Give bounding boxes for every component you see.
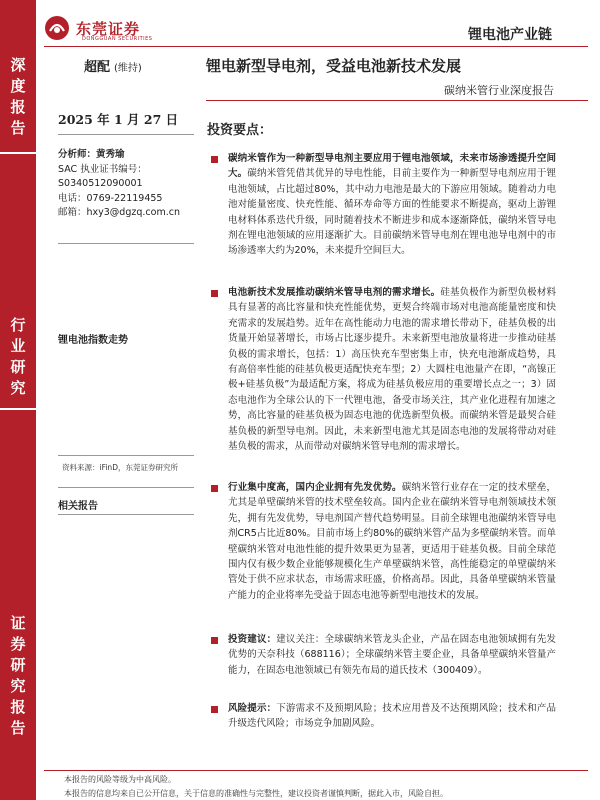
- band-character: 告: [10, 719, 26, 737]
- point-body: 碳纳米管行业存在一定的技术壁垒，尤其是单壁碳纳米管的技术壁垒较高。国内企业在碳纳米管导电剂领域技术领先，拥有先发优势，导电剂国产替代趋势明显。目前全球锂电池碳纳米管导电剂CR5占比近80%。目前市场上约80%的碳纳米管产品为多壁碳纳米管。而单壁碳纳米管对电池性能的提升效果更为显著，更适用于硅基负极。目前全球范围内仅有极少数企业能够规模化生产单壁碳纳米管，高性能稳定的单壁碳纳米管处于供不应求状态，市场需求旺盛，价格高昂。因此，具备单壁碳纳米管量产能力的企业将率先受益于固态电池等新型电池技术的发展。: [228, 482, 556, 601]
- rating: [84, 56, 142, 75]
- analyst-info: [58, 148, 208, 221]
- band-label-industry-research: [0, 316, 36, 400]
- rating-note: (维持): [114, 63, 142, 74]
- bullet-icon: [211, 156, 218, 163]
- band-char: [0, 316, 36, 397]
- analyst-name: 黄秀瑜: [96, 149, 125, 160]
- chart-source: 资料来源：iFinD，东莞证券研究所: [62, 463, 178, 472]
- sidebar-divider: [58, 455, 194, 456]
- point-lead: 行业集中度高，国内企业拥有先发优势。: [228, 482, 402, 493]
- related-reports-title: 相关报告: [58, 501, 98, 512]
- footer-disclaimer: 本报告的信息均来自已公开信息，关于信息的准确性与完整性，建议投资者谨慎判断，据此入市，风险自担。: [64, 789, 448, 798]
- band-character: 深: [10, 56, 26, 74]
- sidebar-divider: [58, 243, 194, 244]
- point-lead: 风险提示：: [228, 703, 277, 714]
- band-character: 证: [10, 614, 26, 632]
- investment-highlights-title: 投资要点：: [207, 123, 273, 138]
- title-divider: [206, 100, 588, 101]
- point-4: [228, 632, 556, 678]
- logo-emblem-icon: [44, 15, 70, 41]
- sidebar-divider: [58, 134, 194, 135]
- point-3: [228, 480, 556, 603]
- point-body: 建议关注：全球碳纳米管龙头企业，产品在固态电池领域拥有先发优势的天奈科技（688116）；全球碳纳米管主要企业，具备单壁碳纳米管量产能力，在固态电池领域已有领先布局的道氏技术（300409）。: [228, 634, 556, 676]
- band-separator: [0, 408, 36, 410]
- report-subtitle: 碳纳米管行业深度报告: [444, 84, 554, 97]
- bullet-icon: [211, 637, 218, 644]
- header-divider: [44, 46, 588, 47]
- band-separator: [0, 152, 36, 154]
- point-5: [228, 701, 556, 732]
- point-lead: 投资建议：: [228, 634, 277, 645]
- band-character: 告: [10, 119, 26, 137]
- sidebar-divider: [58, 487, 194, 488]
- logo-subtext: DONGGUAN SECURITIES: [82, 36, 153, 42]
- band-character: 究: [10, 677, 26, 695]
- point-body: 下游需求不及预期风险；技术应用普及不达预期风险；技术和产品升级迭代风险；市场竞争加剧风险。: [228, 703, 556, 730]
- band-char: [0, 614, 36, 737]
- index-chart-title: 锂电池指数走势: [58, 335, 128, 346]
- report-date: 2025 年 1 月 27 日: [58, 112, 179, 127]
- footer-risk-level: 本报告的风险等级为中高风险。: [64, 775, 176, 784]
- bullet-icon: [211, 290, 218, 297]
- band-character: 度: [10, 77, 26, 95]
- point-body: 碳纳米管凭借其优异的导电性能，目前主要作为一种新型导电剂应用于锂电池领域，占比超过80%，其中动力电池是最大的下游应用领域。随着动力电池对能量密度、快充性能、循环寿命等方面的性能要求不断提高，驱动上游锂电材料体系迭代升级，同时随着技术不断进步和成本逐渐降低，碳纳米管导电剂在锂电池领域的应用逐渐扩大。目前碳纳米管导电剂在锂电池导电剂中的市场渗透率大约为20%，未来提升空间巨大。: [228, 168, 556, 257]
- cert-number: S0340512090001: [58, 178, 143, 189]
- band-character: 报: [10, 98, 26, 116]
- band-character: 研: [10, 656, 26, 674]
- band-label-securities-report: [0, 614, 36, 740]
- point-body: 硅基负极作为新型负极材料具有显著的高比容量和快充性能优势，更契合终端市场对电池高能量密度和快充需求的发展趋势。近年在高性能动力电池的需求增长带动下，硅基负极的出货量开始显著增长，市场占比逐步提升。未来新型电池放量将进一步推动硅基负极的需求增长，包括：1）高压快充车型密集上市，快充电池渐成趋势，具有高倍率性能的硅基负极更适配快充车型；2）大圆柱电池量产在即，“高镍正极+硅基负极”为最适配方案，将成为硅基负极应用的重要增长点之一；3）固态电池作为全球公认的下一代锂电池，备受市场关注，其产业化进程有加速之势，高比容量的硅基负极为固态电池的优选新型负极。而碳纳米管是最契合硅基负极的新型导电剂。因此，未来新型电池尤其是固态电池的发展将带动对硅基负极的需求，从而带动对碳纳米管导电剂的需求增长。: [228, 287, 556, 453]
- band-character: 研: [10, 358, 26, 376]
- rating-value: 超配: [84, 60, 111, 75]
- bullet-icon: [211, 485, 218, 492]
- footer-divider: [44, 770, 588, 771]
- bullet-icon: [211, 706, 218, 713]
- band-character: 券: [10, 635, 26, 653]
- point-lead: 电池新技术发展推动碳纳米管导电剂的需求增长。: [228, 287, 441, 298]
- band-character: 业: [10, 337, 26, 355]
- analyst-label: 分析师：: [58, 149, 97, 160]
- point-lead: 碳纳米管作为一种新型导电剂主要应用于锂电池领域，未来市场渗透提升空间大。: [228, 153, 556, 180]
- analyst-phone: 电话：0769-22119455: [58, 192, 163, 204]
- point-1: [228, 151, 556, 259]
- band-character: 究: [10, 379, 26, 397]
- logo-text: 东莞证券: [76, 19, 141, 38]
- industry-chain-label: 锂电池产业链: [468, 27, 552, 43]
- cert-label: SAC 执业证书编号：: [58, 163, 147, 175]
- point-2: [228, 285, 556, 454]
- sidebar-divider: [58, 514, 194, 515]
- band-character: 行: [10, 316, 26, 334]
- report-title: 锂电新型导电剂，受益电池新技术发展: [206, 57, 462, 75]
- band-character: 报: [10, 698, 26, 716]
- band-label-deep-report: [0, 56, 36, 140]
- band-char: [0, 56, 36, 137]
- analyst-email: 邮箱：hxy3@dgzq.com.cn: [58, 207, 180, 218]
